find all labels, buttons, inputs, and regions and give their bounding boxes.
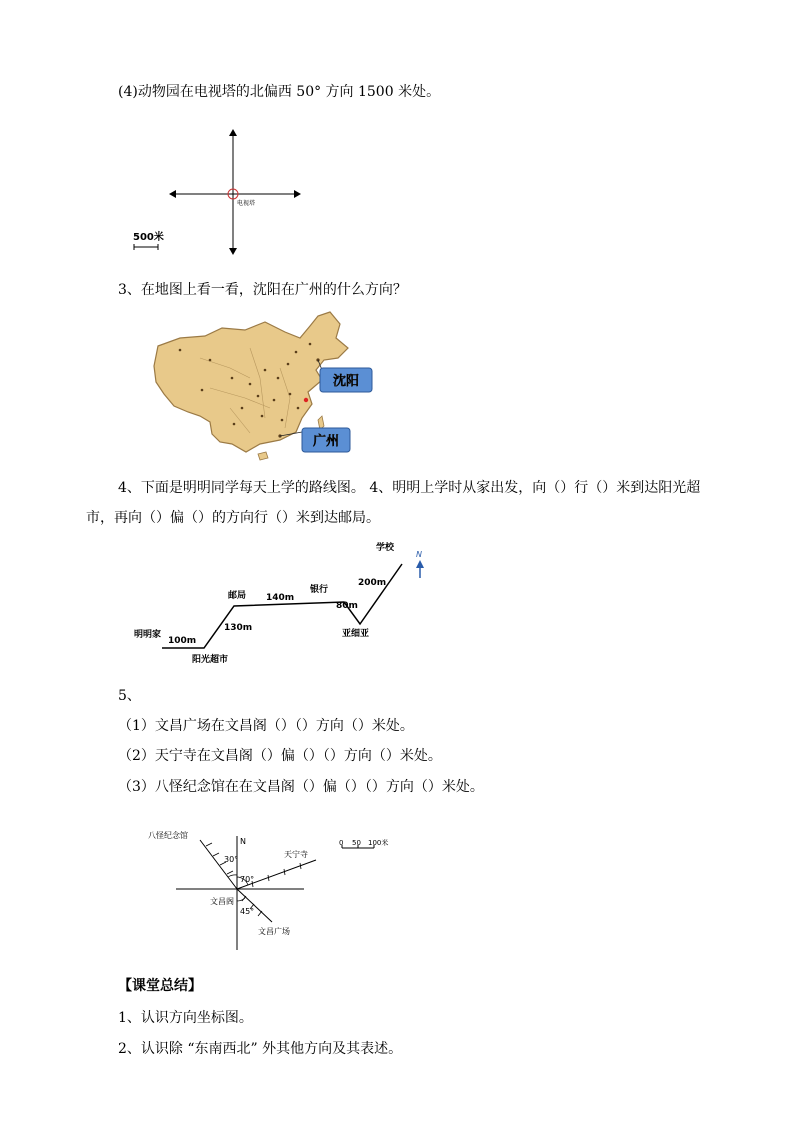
question-3: 3、在地图上看一看，沈阳在广州的什么方向？: [118, 282, 407, 298]
question-4-line-2: 市，再向（）偏（）的方向行（）米到达邮局。: [86, 510, 380, 526]
bagua-label: 八怪纪念馆: [148, 831, 188, 840]
post-office-label: 邮局: [228, 591, 247, 601]
wenchang-diagram: [140, 826, 410, 954]
angle-70-label: 70°: [240, 875, 255, 884]
ray-square: [237, 889, 272, 922]
question-5-item-1: （1）文昌广场在文昌阁（）（）方向（）米处。: [118, 718, 414, 734]
angle-30-label: 30°: [224, 855, 239, 864]
scale-50: 50: [352, 839, 361, 847]
seg-home-market: 100m: [168, 636, 197, 646]
scale-label: 500米: [133, 232, 164, 243]
home-label: 明明家: [134, 630, 162, 640]
summary-item-1: 1、认识方向坐标图。: [118, 1010, 253, 1026]
compass-diagram: [120, 120, 320, 265]
bank-label: 银行: [310, 585, 329, 595]
asia-label: 亚细亚: [342, 629, 370, 639]
scale-100: 100米: [368, 839, 389, 847]
guangzhou-label: 广州: [312, 434, 340, 449]
shanghai-dot: [304, 398, 308, 402]
north-label: N: [416, 550, 422, 559]
summary-item-2: 2、认识除 “东南西北” 外其他方向及其表述。: [118, 1041, 403, 1057]
question-5-item-3: （3）八怪纪念馆在在文昌阁（）偏（）（）方向（）米处。: [118, 779, 484, 795]
scale-0: 0: [339, 839, 344, 847]
arc-30: [228, 875, 237, 877]
north-label: N: [240, 837, 246, 846]
wenchang-ge-label: 文昌阁: [210, 897, 234, 906]
question-5-number: 5、: [118, 688, 141, 704]
seg-market-post: 130m: [224, 623, 253, 633]
tv-tower-label: 电视塔: [237, 200, 256, 207]
angle-45-label: 45°: [240, 907, 255, 916]
hainan-island: [258, 452, 268, 460]
shenyang-label: 沈阳: [332, 374, 360, 389]
seg-bank-asia: 80m: [336, 601, 358, 611]
question-5-item-2: （2）天宁寺在文昌阁（）偏（）（）方向（）米处。: [118, 748, 442, 764]
tianning-label: 天宁寺: [284, 850, 308, 859]
supermarket-label: 阳光超市: [192, 655, 229, 665]
route-map: [130, 536, 440, 668]
question-4-part-4: (4)动物园在电视塔的北偏西 50° 方向 1500 米处。: [118, 84, 441, 100]
seg-asia-school: 200m: [358, 578, 387, 588]
seg-post-bank: 140m: [266, 593, 295, 603]
china-map: [150, 308, 390, 463]
wenchang-square-label: 文昌广场: [258, 927, 290, 936]
summary-heading: 【课堂总结】: [118, 978, 202, 994]
ray-bagua: [200, 840, 237, 889]
school-label: 学校: [376, 543, 395, 553]
question-4-line-1: 4、下面是明明同学每天上学的路线图。 4、明明上学时从家出发，向（）行（）米到达阳光超: [118, 480, 701, 496]
